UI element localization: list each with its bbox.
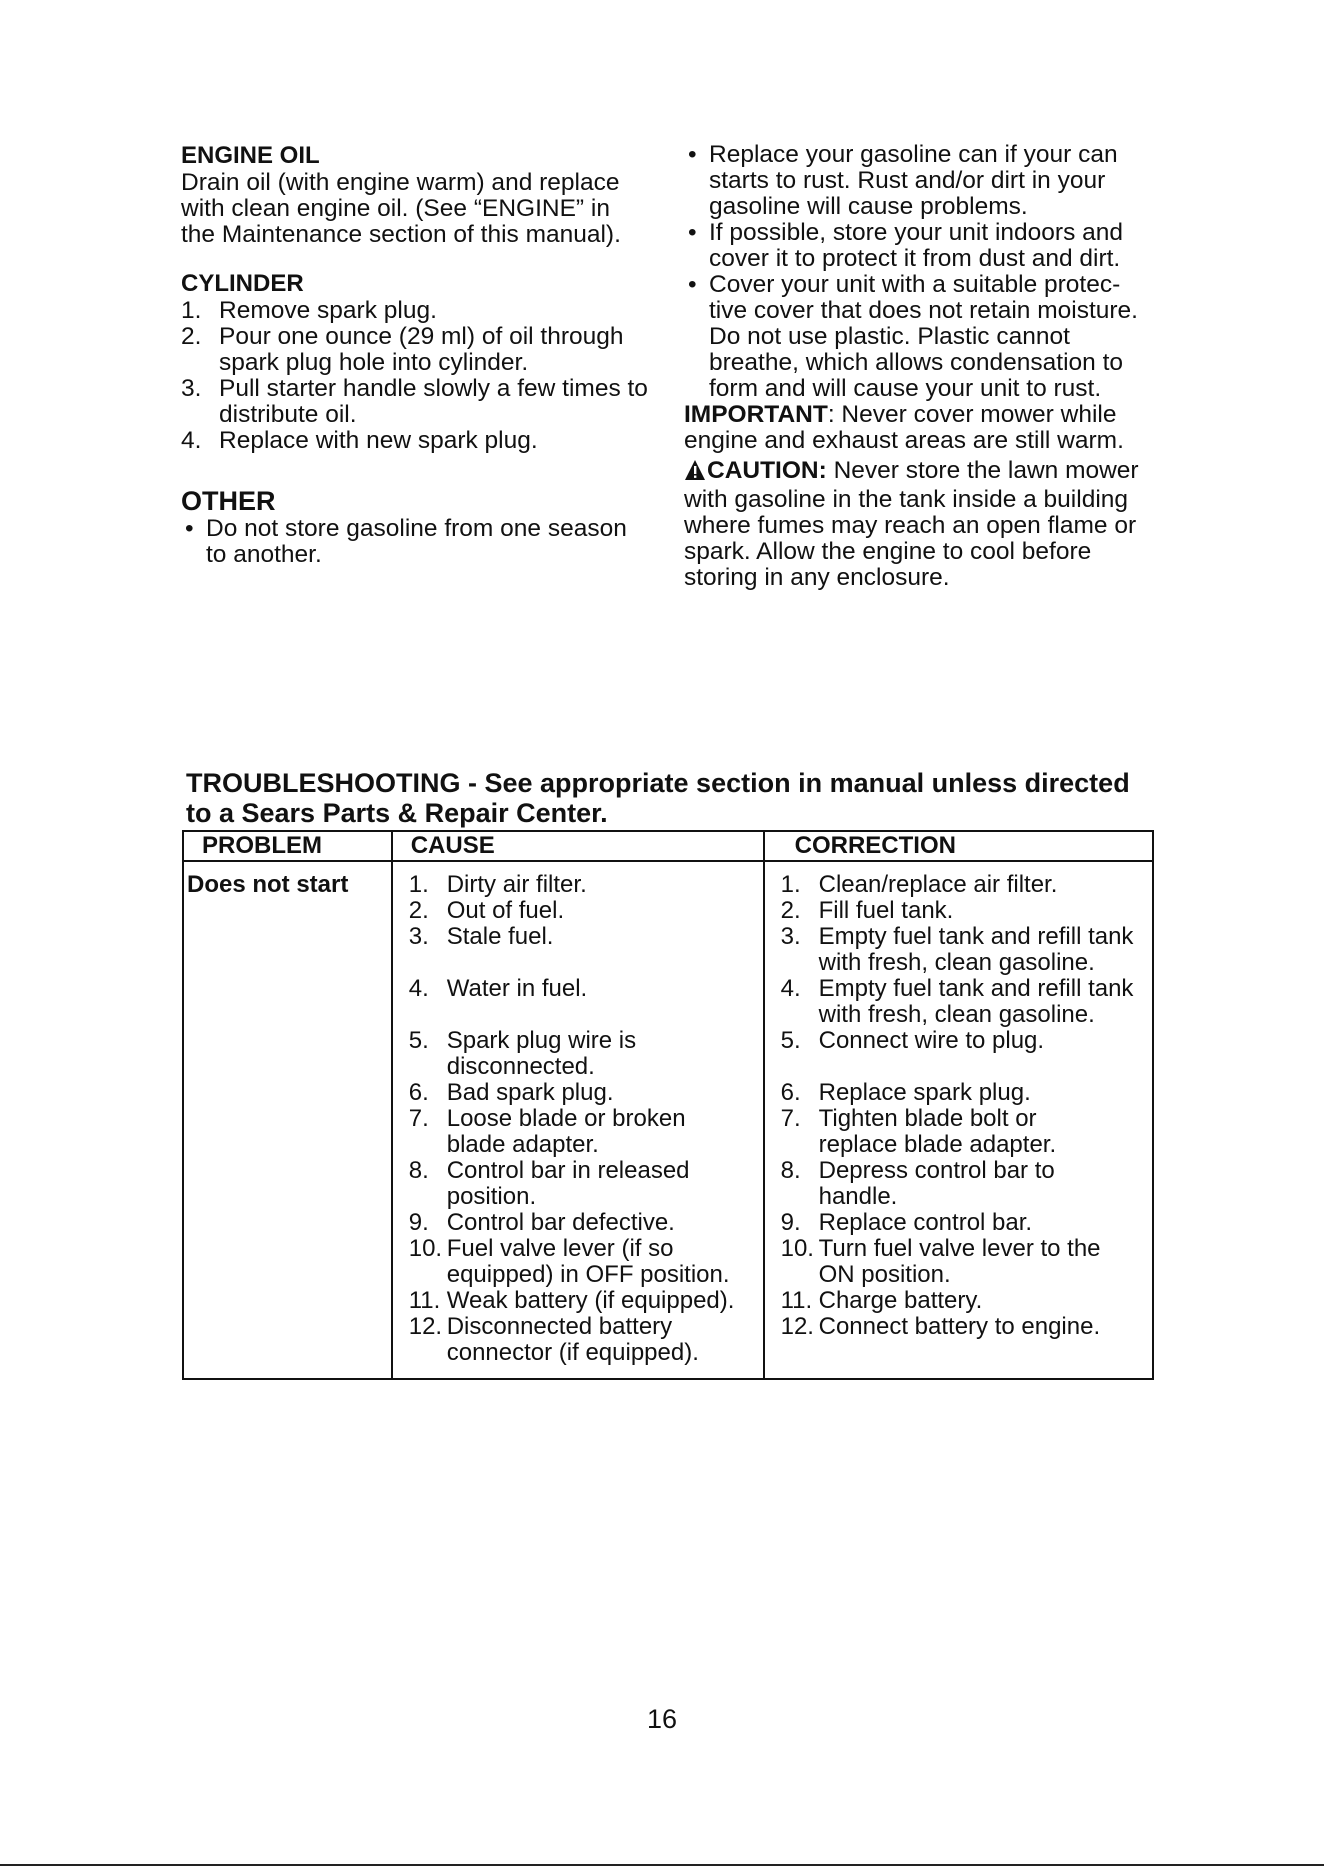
- correction-list: [765, 872, 1152, 1340]
- list-item: 2. Out of fuel.: [408, 897, 565, 924]
- list-item: • If possible, store your unit indoors and cover it to protect it from dust and dirt.: [688, 219, 1124, 272]
- list-item: 5. Spark plug wire is disconnected.: [408, 1027, 637, 1080]
- warning-triangle-icon: [684, 459, 706, 487]
- important-note: IMPORTANT: Never cover mower while engine and exhaust areas are still warm.: [684, 401, 1124, 454]
- problem-cell: [183, 861, 392, 1379]
- list-item: 8. Control bar in released position.: [408, 1157, 690, 1210]
- other-heading: OTHER: [181, 486, 276, 516]
- list-item: • Cover your unit with a suitable protec- tive cover that does not retain moisture. Do not use plastic. Plastic cannot breathe, which allows condensation to form and will cause your unit to rust.: [688, 271, 1138, 402]
- list-item: 11. Charge battery.: [780, 1287, 983, 1314]
- bullet-icon: •: [688, 271, 697, 298]
- list-item: 4. Replace with new spark plug.: [181, 427, 538, 454]
- list-item: 10. Fuel valve lever (if so equipped) in OFF position.: [408, 1235, 730, 1288]
- caution-label: CAUTION:: [707, 457, 827, 484]
- correction-header: CORRECTION: [764, 831, 1153, 861]
- list-item: 4. Water in fuel.: [408, 975, 588, 1002]
- list-item: 9. Replace control bar.: [780, 1209, 1033, 1236]
- troubleshooting-table: [182, 830, 1154, 1380]
- cause-list: [393, 872, 763, 1366]
- caution-note: CAUTION: Never store the lawn mower with gasoline in the tank inside a building where fumes may reach an open flame or spark. Allow the engine to cool before storing in any enclosure.: [684, 457, 1139, 591]
- list-item: 2. Pour one ounce (29 ml) of oil through spark plug hole into cylinder.: [181, 323, 624, 376]
- list-item: 11. Weak battery (if equipped).: [408, 1287, 735, 1314]
- list-item: 8. Depress control bar to handle.: [780, 1157, 1055, 1210]
- list-item: 12. Connect battery to engine.: [780, 1313, 1101, 1340]
- storage-bullets: [684, 142, 1139, 402]
- left-column: [181, 142, 651, 568]
- cause-cell: [392, 861, 764, 1379]
- list-item: • Replace your gasoline can if your can starts to rust. Rust and/or dirt in your gasoline will cause problems.: [688, 141, 1118, 220]
- right-column: [684, 142, 1154, 591]
- correction-cell: [764, 861, 1153, 1379]
- troubleshooting-title: TROUBLESHOOTING - See appropriate section in manual unless directed to a Sears Parts & Repair Center.: [186, 768, 1130, 828]
- list-item: 6. Bad spark plug.: [408, 1079, 614, 1106]
- page-number: 16: [646, 1704, 678, 1734]
- list-item: 4. Empty fuel tank and refill tank with fresh, clean gasoline.: [780, 975, 1134, 1028]
- list-item: 2. Fill fuel tank.: [780, 897, 954, 924]
- list-item: 5. Connect wire to plug.: [780, 1027, 1045, 1054]
- other-bullets: [181, 516, 631, 568]
- problem-text: Does not start: [187, 871, 349, 898]
- list-item: 1. Clean/replace air filter.: [780, 871, 1058, 898]
- list-item: 12. Disconnected battery connector (if equipped).: [408, 1313, 699, 1366]
- list-item: 7. Loose blade or broken blade adapter.: [408, 1105, 686, 1158]
- list-item: 3. Stale fuel.: [408, 923, 554, 950]
- bottom-divider: [0, 1864, 1324, 1866]
- problem-header: PROBLEM: [183, 831, 392, 861]
- engine-oil-heading: ENGINE OIL: [181, 142, 320, 169]
- list-item: 1. Remove spark plug.: [181, 297, 437, 324]
- list-item: 9. Control bar defective.: [408, 1209, 675, 1236]
- bullet-icon: •: [185, 515, 194, 542]
- cylinder-heading: CYLINDER: [181, 270, 304, 297]
- cylinder-steps: [181, 298, 651, 454]
- list-item: 7. Tighten blade bolt or replace blade adapter.: [780, 1105, 1057, 1158]
- list-item: 6. Replace spark plug.: [780, 1079, 1031, 1106]
- bullet-icon: •: [688, 219, 697, 246]
- table-header-row: [183, 831, 1153, 861]
- list-item: 3. Pull starter handle slowly a few times to distribute oil.: [181, 375, 648, 428]
- cause-header: CAUSE: [392, 831, 764, 861]
- list-item: • Do not store gasoline from one season to another.: [185, 515, 627, 568]
- list-item: 3. Empty fuel tank and refill tank with fresh, clean gasoline.: [780, 923, 1134, 976]
- table-row: [183, 861, 1153, 1379]
- important-label: IMPORTANT: [684, 401, 828, 428]
- list-item: 1. Dirty air filter.: [408, 871, 587, 898]
- bullet-icon: •: [688, 141, 697, 168]
- list-item: 10. Turn fuel valve lever to the ON position.: [780, 1235, 1101, 1288]
- engine-oil-text: Drain oil (with engine warm) and replace with clean engine oil. (See “ENGINE” in the Maintenance section of this manual).: [181, 169, 621, 248]
